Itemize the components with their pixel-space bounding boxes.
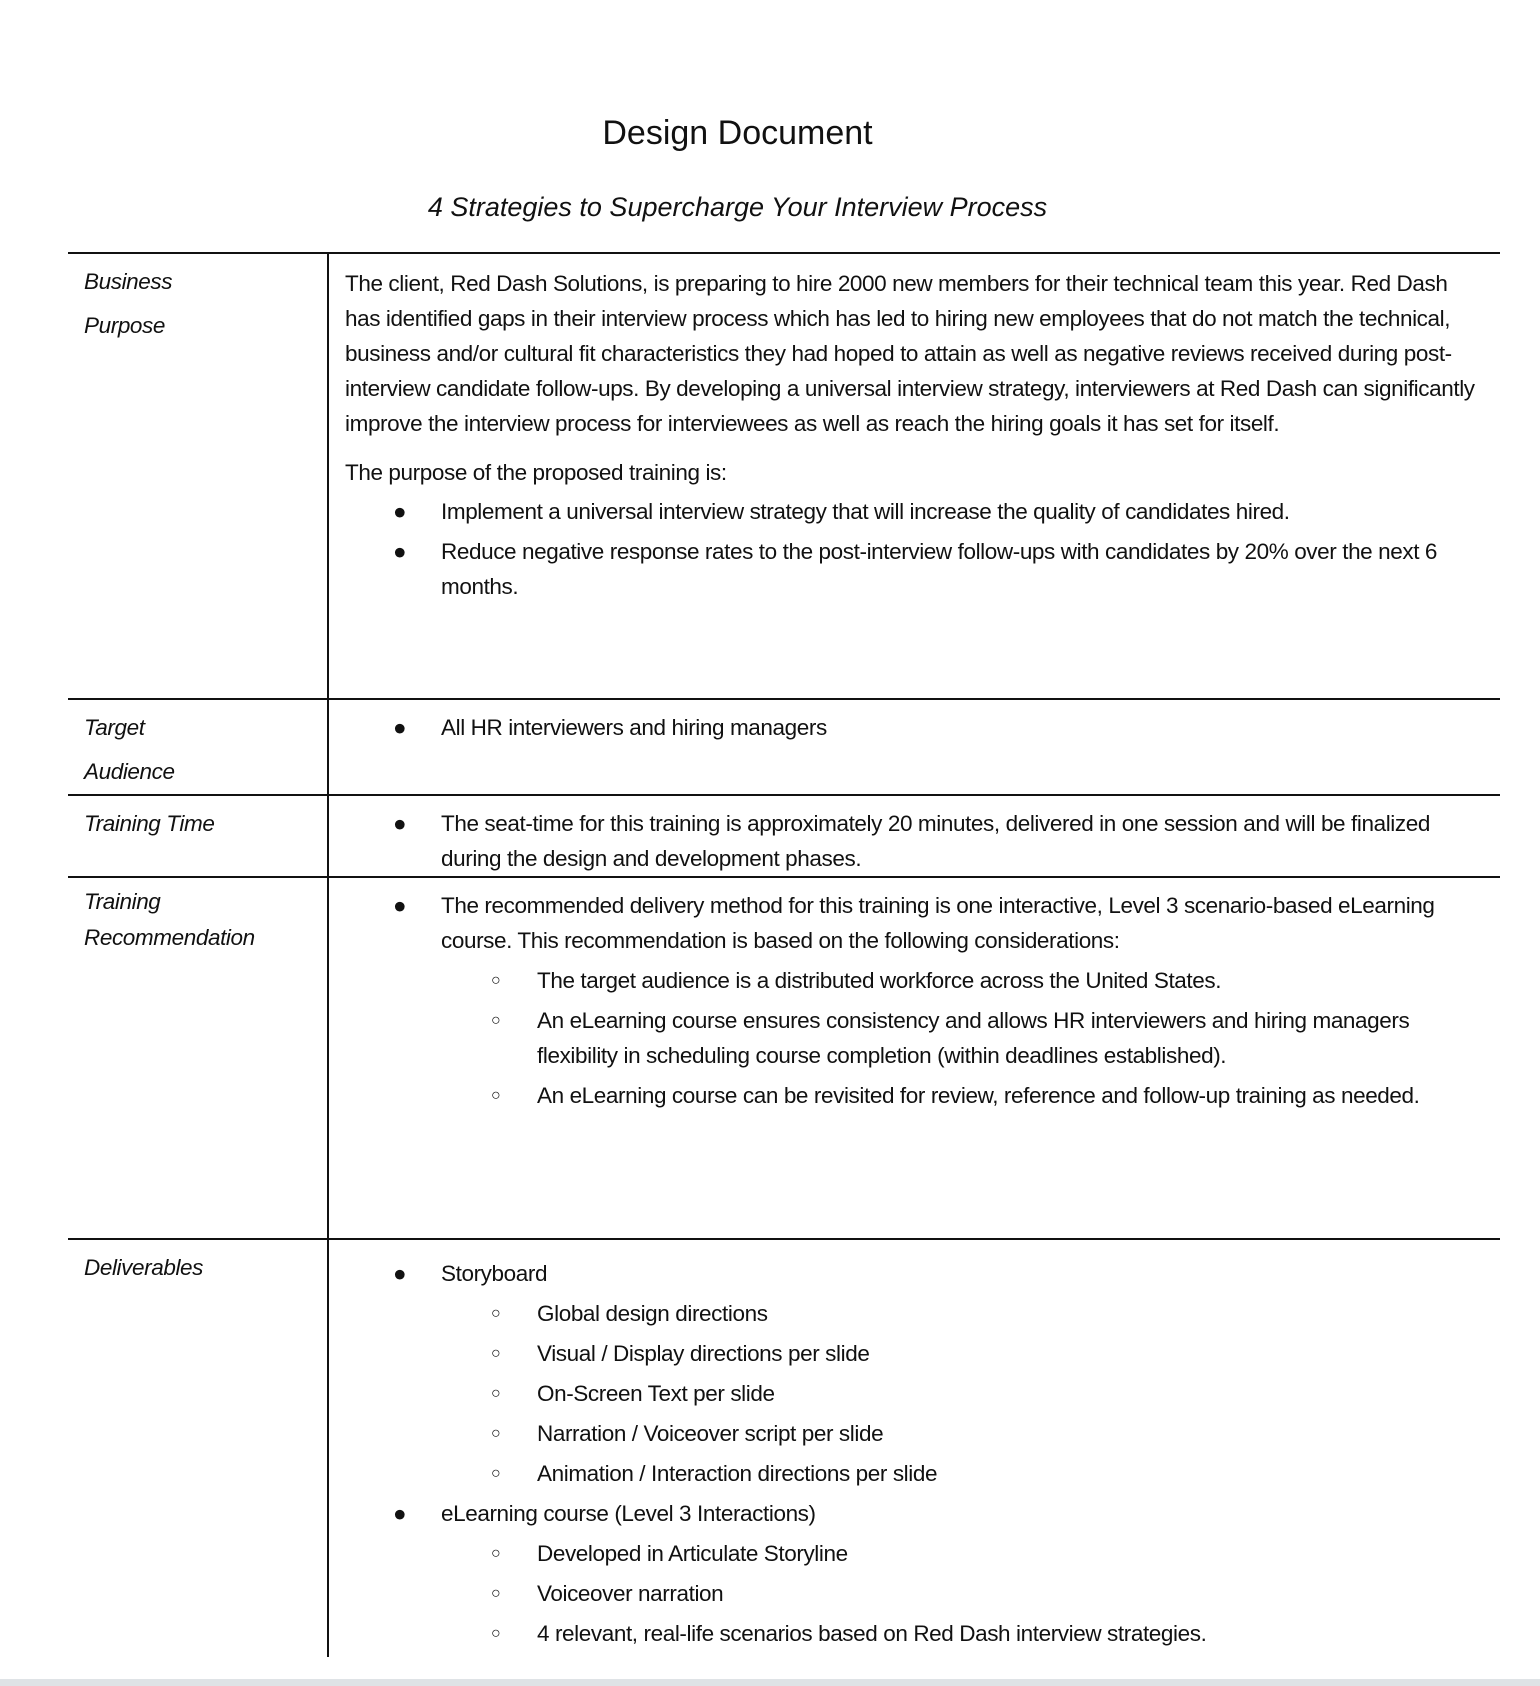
design-table xyxy=(68,252,1500,1657)
paragraph: The client, Red Dash Solutions, is preparing to hire 2000 new members for their technical team this year. Red Dash has identified gaps in their interview process which has led to hiring new employees that do not match the technical, business and/or cultural fit characteristics they had hoped to attain as well as negative reviews received during post-interview candidate follow-ups. By developing a universal interview strategy, interviewers at Red Dash can significantly improve the interview process for interviewees as well as reach the hiring goals it has set for itself. xyxy=(345,271,1475,436)
list-text: An eLearning course ensures consistency and allows HR interviewers and hiring managers flexibility in scheduling course completion (within deadlines established). xyxy=(537,1008,1410,1068)
sub-list-item xyxy=(345,1003,1480,1073)
row-label xyxy=(68,1239,328,1657)
circle-bullet-icon: ○ xyxy=(491,1345,501,1362)
list-item xyxy=(345,1496,1480,1531)
row-content xyxy=(328,795,1500,877)
sub-list-item xyxy=(345,1376,1480,1411)
list-text: The seat-time for this training is approximately 20 minutes, delivered in one session and will be finalized during the design and development phases. xyxy=(441,811,1430,871)
row-deliverables xyxy=(68,1239,1500,1657)
sub-list-item xyxy=(345,1416,1480,1451)
sub-list-item xyxy=(345,1456,1480,1491)
circle-bullet-icon: ○ xyxy=(491,1585,501,1602)
sub-list-item xyxy=(345,1616,1480,1651)
list-item xyxy=(345,1256,1480,1291)
bullet-icon: ● xyxy=(393,715,407,740)
bullet-icon: ● xyxy=(393,893,407,918)
bullet-icon: ● xyxy=(393,1501,407,1526)
list-item xyxy=(345,888,1480,958)
list-text: Narration / Voiceover script per slide xyxy=(537,1421,884,1446)
list-item xyxy=(345,534,1480,604)
circle-bullet-icon: ○ xyxy=(491,1385,501,1402)
bullet-icon: ● xyxy=(393,811,407,836)
list-item xyxy=(345,494,1480,529)
circle-bullet-icon: ○ xyxy=(491,1545,501,1562)
label-line: Training xyxy=(84,889,161,914)
label-line: Target xyxy=(84,715,145,740)
list-text: Implement a universal interview strategy that will increase the quality of candidates hired. xyxy=(441,499,1290,524)
circle-bullet-icon: ○ xyxy=(491,1305,501,1322)
circle-bullet-icon: ○ xyxy=(491,1625,501,1642)
label-line: Audience xyxy=(84,759,175,784)
circle-bullet-icon: ○ xyxy=(491,1087,501,1104)
list-text: An eLearning course can be revisited for review, reference and follow-up training as needed. xyxy=(537,1083,1420,1108)
bullet-icon: ● xyxy=(393,499,407,524)
sub-list-item xyxy=(345,1078,1480,1113)
circle-bullet-icon: ○ xyxy=(491,972,501,989)
list-text: Global design directions xyxy=(537,1301,768,1326)
list-text: Voiceover narration xyxy=(537,1581,724,1606)
list-item xyxy=(345,710,1480,745)
row-target-audience xyxy=(68,699,1500,795)
list-text: The recommended delivery method for this training is one interactive, Level 3 scenario-based eLearning course. This recommendation is based on the following considerations: xyxy=(441,893,1435,953)
list-item xyxy=(345,806,1480,876)
list-text: Storyboard xyxy=(441,1261,548,1286)
row-content xyxy=(328,253,1500,699)
paragraph: The purpose of the proposed training is: xyxy=(345,460,727,485)
sub-list-item xyxy=(345,1336,1480,1371)
list-text: All HR interviewers and hiring managers xyxy=(441,715,827,740)
list-text: eLearning course (Level 3 Interactions) xyxy=(441,1501,816,1526)
sub-list-item xyxy=(345,1536,1480,1571)
row-content xyxy=(328,1239,1500,1657)
sub-list-item xyxy=(345,1576,1480,1611)
list-text: Reduce negative response rates to the post-interview follow-ups with candidates by 20% over the next 6 months. xyxy=(441,539,1438,599)
list-text: Developed in Articulate Storyline xyxy=(537,1541,848,1566)
row-training-time xyxy=(68,795,1500,877)
label-line: Deliverables xyxy=(84,1255,204,1280)
row-label xyxy=(68,253,328,699)
row-training-recommendation xyxy=(68,877,1500,1239)
row-business-purpose xyxy=(68,253,1500,699)
label-line: Recommendation xyxy=(84,925,255,950)
circle-bullet-icon: ○ xyxy=(491,1425,501,1442)
sub-list-item xyxy=(345,1296,1480,1331)
list-text: Visual / Display directions per slide xyxy=(537,1341,870,1366)
row-content xyxy=(328,699,1500,795)
sub-list-item xyxy=(345,963,1480,998)
row-label xyxy=(68,795,328,877)
label-line: Training Time xyxy=(84,811,215,836)
list-text: On-Screen Text per slide xyxy=(537,1381,775,1406)
bullet-icon: ● xyxy=(393,539,407,564)
row-label xyxy=(68,877,328,1239)
row-label xyxy=(68,699,328,795)
list-text: The target audience is a distributed workforce across the United States. xyxy=(537,968,1222,993)
list-text: Animation / Interaction directions per slide xyxy=(537,1461,938,1486)
bullet-icon: ● xyxy=(393,1261,407,1286)
row-content xyxy=(328,877,1500,1239)
circle-bullet-icon: ○ xyxy=(491,1012,501,1029)
circle-bullet-icon: ○ xyxy=(491,1465,501,1482)
document-subtitle: 4 Strategies to Supercharge Your Interview Process xyxy=(427,192,1048,222)
document-title: Design Document xyxy=(602,114,873,152)
page-bottom-edge xyxy=(0,1679,1540,1686)
label-line: Business xyxy=(84,269,173,294)
label-line: Purpose xyxy=(84,313,166,338)
list-text: 4 relevant, real-life scenarios based on Red Dash interview strategies. xyxy=(537,1621,1207,1646)
